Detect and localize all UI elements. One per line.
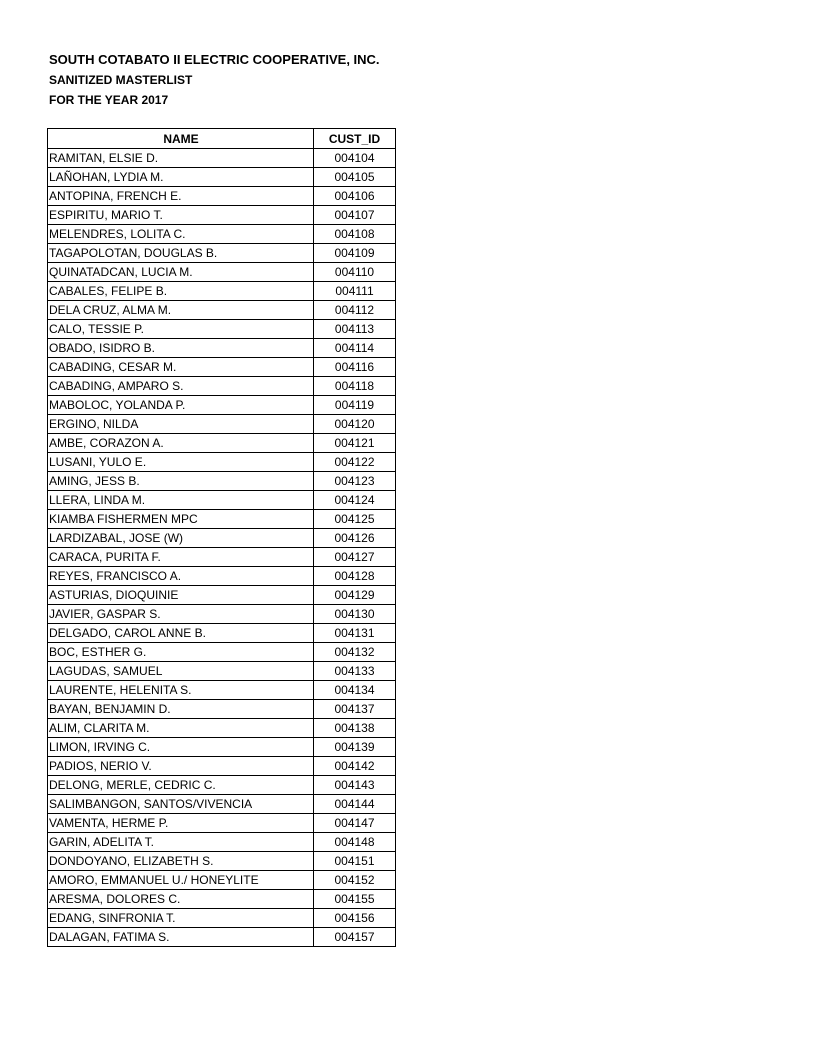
customer-name-cell: DELGADO, CAROL ANNE B. xyxy=(48,624,314,643)
table-row xyxy=(48,206,396,225)
customer-id-cell: 004151 xyxy=(314,852,396,871)
customer-id-cell: 004125 xyxy=(314,510,396,529)
customer-name-cell: TAGAPOLOTAN, DOUGLAS B. xyxy=(48,244,314,263)
customer-id-cell: 004155 xyxy=(314,890,396,909)
table-row xyxy=(48,662,396,681)
table-row xyxy=(48,757,396,776)
customer-id-cell: 004130 xyxy=(314,605,396,624)
customer-id-cell: 004107 xyxy=(314,206,396,225)
customer-name-cell: AMORO, EMMANUEL U./ HONEYLITE xyxy=(48,871,314,890)
table-row xyxy=(48,719,396,738)
customer-id-cell: 004111 xyxy=(314,282,396,301)
company-title: SOUTH COTABATO II ELECTRIC COOPERATIVE, INC. xyxy=(49,52,380,67)
customer-name-cell: GARIN, ADELITA T. xyxy=(48,833,314,852)
customer-id-cell: 004104 xyxy=(314,149,396,168)
customer-name-cell: KIAMBA FISHERMEN MPC xyxy=(48,510,314,529)
customer-name-cell: EDANG, SINFRONIA T. xyxy=(48,909,314,928)
customer-id-cell: 004124 xyxy=(314,491,396,510)
table-row xyxy=(48,529,396,548)
table-body xyxy=(48,149,396,947)
customer-name-cell: MABOLOC, YOLANDA P. xyxy=(48,396,314,415)
table-row xyxy=(48,643,396,662)
customer-id-cell: 004112 xyxy=(314,301,396,320)
customer-name-cell: PADIOS, NERIO V. xyxy=(48,757,314,776)
table-row xyxy=(48,833,396,852)
customer-id-cell: 004116 xyxy=(314,358,396,377)
customer-id-cell: 004110 xyxy=(314,263,396,282)
customer-name-cell: ALIM, CLARITA M. xyxy=(48,719,314,738)
customer-name-cell: LARDIZABAL, JOSE (W) xyxy=(48,529,314,548)
customer-id-cell: 004138 xyxy=(314,719,396,738)
customer-name-cell: CABADING, AMPARO S. xyxy=(48,377,314,396)
customer-id-cell: 004123 xyxy=(314,472,396,491)
customer-name-cell: OBADO, ISIDRO B. xyxy=(48,339,314,358)
table-row xyxy=(48,624,396,643)
table-row xyxy=(48,700,396,719)
customer-name-cell: AMBE, CORAZON A. xyxy=(48,434,314,453)
customer-name-cell: ASTURIAS, DIOQUINIE xyxy=(48,586,314,605)
table-row xyxy=(48,795,396,814)
customer-id-cell: 004131 xyxy=(314,624,396,643)
customer-id-cell: 004119 xyxy=(314,396,396,415)
table-row xyxy=(48,852,396,871)
customer-name-cell: LAURENTE, HELENITA S. xyxy=(48,681,314,700)
table-row xyxy=(48,168,396,187)
customer-id-cell: 004127 xyxy=(314,548,396,567)
table-row xyxy=(48,434,396,453)
table-row xyxy=(48,472,396,491)
customer-name-cell: AMING, JESS B. xyxy=(48,472,314,491)
customer-id-cell: 004152 xyxy=(314,871,396,890)
customer-name-cell: QUINATADCAN, LUCIA M. xyxy=(48,263,314,282)
table-header-row xyxy=(48,129,396,149)
customer-id-cell: 004113 xyxy=(314,320,396,339)
customer-name-cell: LAÑOHAN, LYDIA M. xyxy=(48,168,314,187)
customer-id-cell: 004147 xyxy=(314,814,396,833)
customer-name-cell: BAYAN, BENJAMIN D. xyxy=(48,700,314,719)
customer-id-cell: 004121 xyxy=(314,434,396,453)
table-row xyxy=(48,814,396,833)
customer-id-cell: 004108 xyxy=(314,225,396,244)
table-row xyxy=(48,871,396,890)
table-row xyxy=(48,225,396,244)
customer-name-cell: VAMENTA, HERME P. xyxy=(48,814,314,833)
table-row xyxy=(48,320,396,339)
customer-id-cell: 004120 xyxy=(314,415,396,434)
table-row xyxy=(48,909,396,928)
customer-name-cell: LAGUDAS, SAMUEL xyxy=(48,662,314,681)
year-line: FOR THE YEAR 2017 xyxy=(49,93,169,107)
table-row xyxy=(48,149,396,168)
table-row xyxy=(48,491,396,510)
customer-id-cell: 004137 xyxy=(314,700,396,719)
table-row xyxy=(48,358,396,377)
customer-name-cell: ESPIRITU, MARIO T. xyxy=(48,206,314,225)
customer-id-cell: 004142 xyxy=(314,757,396,776)
document-header xyxy=(49,50,380,110)
customer-name-cell: SALIMBANGON, SANTOS/VIVENCIA xyxy=(48,795,314,814)
table-row xyxy=(48,339,396,358)
table-row xyxy=(48,510,396,529)
column-header-cust-id: CUST_ID xyxy=(314,129,396,149)
table-row xyxy=(48,928,396,947)
customer-name-cell: CARACA, PURITA F. xyxy=(48,548,314,567)
customer-name-cell: JAVIER, GASPAR S. xyxy=(48,605,314,624)
masterlist-table xyxy=(47,128,396,947)
customer-name-cell: REYES, FRANCISCO A. xyxy=(48,567,314,586)
customer-name-cell: ARESMA, DOLORES C. xyxy=(48,890,314,909)
customer-name-cell: DALAGAN, FATIMA S. xyxy=(48,928,314,947)
customer-id-cell: 004157 xyxy=(314,928,396,947)
customer-name-cell: RAMITAN, ELSIE D. xyxy=(48,149,314,168)
table-row xyxy=(48,567,396,586)
customer-id-cell: 004109 xyxy=(314,244,396,263)
customer-name-cell: DONDOYANO, ELIZABETH S. xyxy=(48,852,314,871)
table-row xyxy=(48,301,396,320)
table-row xyxy=(48,415,396,434)
customer-id-cell: 004139 xyxy=(314,738,396,757)
customer-id-cell: 004122 xyxy=(314,453,396,472)
customer-name-cell: ANTOPINA, FRENCH E. xyxy=(48,187,314,206)
customer-id-cell: 004156 xyxy=(314,909,396,928)
table-row xyxy=(48,453,396,472)
customer-name-cell: ERGINO, NILDA xyxy=(48,415,314,434)
table-row xyxy=(48,244,396,263)
table-row xyxy=(48,282,396,301)
table-row xyxy=(48,396,396,415)
customer-name-cell: DELA CRUZ, ALMA M. xyxy=(48,301,314,320)
column-header-name: NAME xyxy=(48,129,314,149)
customer-id-cell: 004106 xyxy=(314,187,396,206)
customer-name-cell: DELONG, MERLE, CEDRIC C. xyxy=(48,776,314,795)
table-row xyxy=(48,187,396,206)
customer-name-cell: LIMON, IRVING C. xyxy=(48,738,314,757)
table-row xyxy=(48,776,396,795)
table-row xyxy=(48,681,396,700)
customer-id-cell: 004114 xyxy=(314,339,396,358)
customer-id-cell: 004134 xyxy=(314,681,396,700)
customer-id-cell: 004133 xyxy=(314,662,396,681)
table-row xyxy=(48,586,396,605)
customer-name-cell: LLERA, LINDA M. xyxy=(48,491,314,510)
table-row xyxy=(48,263,396,282)
table-row xyxy=(48,548,396,567)
table-row xyxy=(48,377,396,396)
table-row xyxy=(48,890,396,909)
document-subtitle: SANITIZED MASTERLIST xyxy=(49,73,193,87)
customer-id-cell: 004132 xyxy=(314,643,396,662)
customer-name-cell: CALO, TESSIE P. xyxy=(48,320,314,339)
customer-id-cell: 004118 xyxy=(314,377,396,396)
customer-name-cell: CABADING, CESAR M. xyxy=(48,358,314,377)
customer-id-cell: 004148 xyxy=(314,833,396,852)
customer-id-cell: 004143 xyxy=(314,776,396,795)
customer-id-cell: 004105 xyxy=(314,168,396,187)
customer-id-cell: 004144 xyxy=(314,795,396,814)
table-row xyxy=(48,605,396,624)
customer-id-cell: 004129 xyxy=(314,586,396,605)
customer-name-cell: CABALES, FELIPE B. xyxy=(48,282,314,301)
customer-name-cell: MELENDRES, LOLITA C. xyxy=(48,225,314,244)
table-row xyxy=(48,738,396,757)
customer-name-cell: LUSANI, YULO E. xyxy=(48,453,314,472)
customer-id-cell: 004126 xyxy=(314,529,396,548)
customer-name-cell: BOC, ESTHER G. xyxy=(48,643,314,662)
customer-id-cell: 004128 xyxy=(314,567,396,586)
